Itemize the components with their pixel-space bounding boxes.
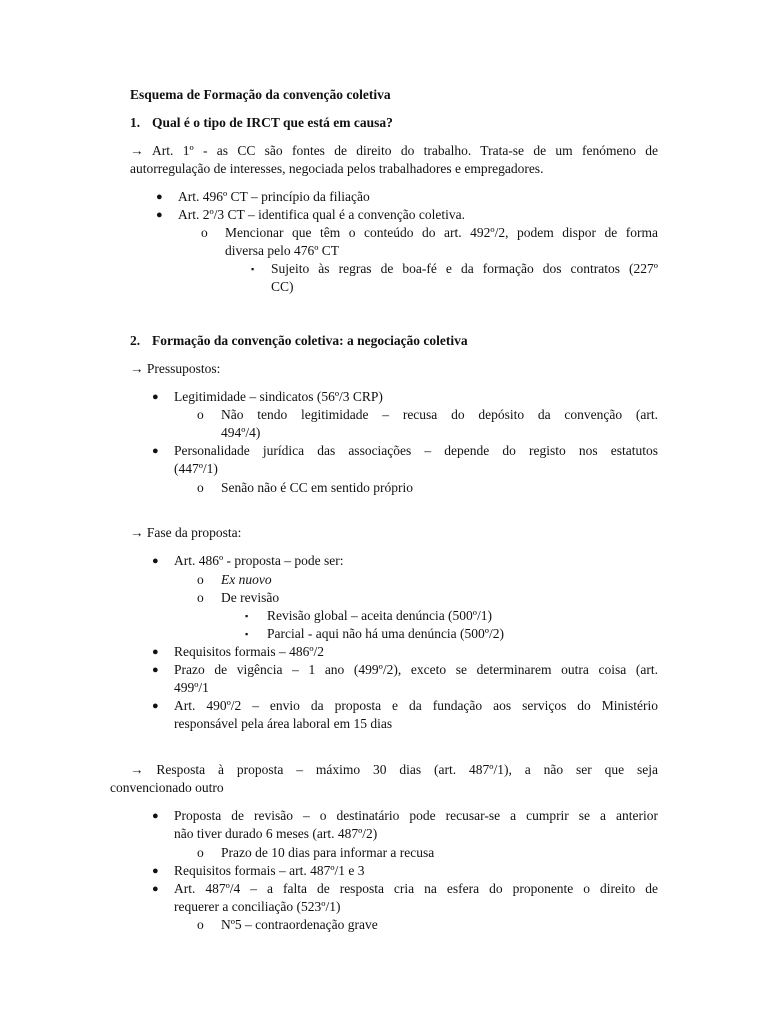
- sub-list-item: Nº5 – contraordenação grave: [221, 917, 378, 932]
- sub-sub-list-item: Parcial - aqui não há uma denúncia (500º/2): [267, 626, 504, 641]
- sub-list-item: Senão não é CC em sentido próprio: [221, 480, 413, 495]
- bullet-icon: ●: [152, 865, 159, 877]
- list-item-line-1: Prazo de vigência – 1 ano (499º/2), exceto se determinarem outra coisa (art.: [174, 662, 658, 677]
- circle-bullet-icon: o: [197, 590, 204, 605]
- sub-sub-list-item: Revisão global – aceita denúncia (500º/1): [267, 608, 492, 623]
- square-bullet-icon: ▪: [245, 629, 249, 639]
- list-item-line-2: requerer a conciliação (523º/1): [174, 899, 341, 914]
- bullet-icon: ●: [152, 391, 159, 403]
- square-bullet-icon: ▪: [251, 264, 255, 274]
- list-item: Art. 486º - proposta – pode ser:: [174, 553, 344, 568]
- sub-sub-list-item-line-2: CC): [271, 279, 294, 294]
- bullet-icon: ●: [152, 664, 159, 676]
- circle-bullet-icon: o: [201, 225, 208, 240]
- list-item-line-1: Art. 487º/4 – a falta de resposta cria na esfera do proponente o direito de: [174, 881, 658, 896]
- list-item-line-2: 499º/1: [174, 680, 209, 695]
- fase-proposta-label: → Fase da proposta:: [130, 525, 242, 540]
- bullet-icon: ●: [152, 700, 159, 712]
- list-item-line-1: Personalidade jurídica das associações – depende do registo nos estatutos: [174, 443, 658, 458]
- bullet-icon: ●: [152, 555, 159, 567]
- circle-bullet-icon: o: [197, 407, 204, 422]
- sub-list-item-line-1: Não tendo legitimidade – recusa do depósito da convenção (art.: [221, 407, 658, 422]
- section-1-heading: Qual é o tipo de IRCT que está em causa?: [152, 115, 393, 130]
- sub-list-item: Ex nuovo: [221, 572, 272, 587]
- bullet-icon: ●: [152, 883, 159, 895]
- section-2-number: 2.: [130, 333, 141, 348]
- list-item: Requisitos formais – art. 487º/1 e 3: [174, 863, 365, 878]
- list-item: Art. 496º CT – princípio da filiação: [178, 189, 370, 204]
- list-item: Art. 2º/3 CT – identifica qual é a convenção coletiva.: [178, 207, 465, 222]
- circle-bullet-icon: o: [197, 480, 204, 495]
- sub-sub-list-item-line-1: Sujeito às regras de boa-fé e da formação dos contratos (227º: [271, 261, 658, 276]
- sub-list-item-line-2: diversa pelo 476º CT: [225, 243, 340, 258]
- circle-bullet-icon: o: [197, 845, 204, 860]
- list-item-line-1: Art. 490º/2 – envio da proposta e da fundação aos serviços do Ministério: [174, 698, 658, 713]
- section-2-heading: Formação da convenção coletiva: a negociação coletiva: [152, 333, 468, 348]
- sub-list-item: De revisão: [221, 590, 280, 605]
- list-item-line-2: não tiver durado 6 meses (art. 487º/2): [174, 826, 378, 841]
- sub-list-item-line-2: 494º/4): [221, 425, 261, 440]
- document-title: Esquema de Formação da convenção coletiva: [130, 87, 391, 102]
- list-item: Legitimidade – sindicatos (56º/3 CRP): [174, 389, 383, 404]
- list-item-line-2: responsável pela área laboral em 15 dias: [174, 716, 393, 731]
- section-1-number: 1.: [130, 115, 141, 130]
- resposta-paragraph-line-2: convencionado outro: [110, 780, 224, 795]
- sub-list-item: Prazo de 10 dias para informar a recusa: [221, 845, 435, 860]
- resposta-paragraph-line-1: → Resposta à proposta – máximo 30 dias (art. 487º/1), a não ser que seja: [130, 762, 658, 777]
- bullet-icon: ●: [156, 191, 163, 203]
- bullet-icon: ●: [152, 646, 159, 658]
- list-item: Requisitos formais – 486º/2: [174, 644, 325, 659]
- square-bullet-icon: ▪: [245, 611, 249, 621]
- bullet-icon: ●: [152, 445, 159, 457]
- pressupostos-label: → Pressupostos:: [130, 361, 221, 376]
- bullet-icon: ●: [152, 810, 159, 822]
- section-1-paragraph-line-2: autorregulação de interesses, negociada pelos trabalhadores e empregadores.: [130, 161, 544, 176]
- sub-list-item-line-1: Mencionar que têm o conteúdo do art. 492º/2, podem dispor de forma: [225, 225, 658, 240]
- circle-bullet-icon: o: [197, 917, 204, 932]
- list-item-line-1: Proposta de revisão – o destinatário pode recusar-se a cumprir se a anterior: [174, 808, 658, 823]
- bullet-icon: ●: [156, 209, 163, 221]
- section-1-paragraph-line-1: → Art. 1º - as CC são fontes de direito do trabalho. Trata-se de um fenómeno de: [130, 143, 658, 158]
- list-item-line-2: (447º/1): [174, 461, 218, 476]
- circle-bullet-icon: o: [197, 572, 204, 587]
